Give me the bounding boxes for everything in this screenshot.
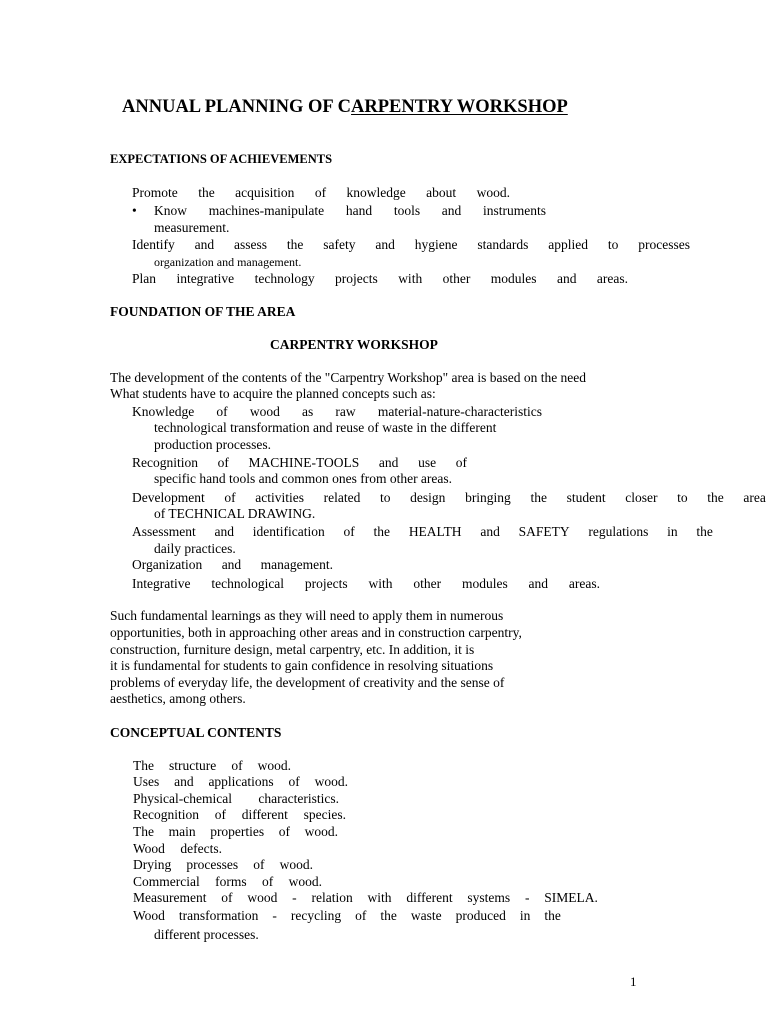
foundation-subheading: CARPENTRY WORKSHOP <box>270 337 438 352</box>
word: with <box>398 271 423 286</box>
foundation-paragraph-line-3: construction, furniture design, metal carpentry, etc. In addition, it is <box>110 642 475 657</box>
word: Uses <box>133 774 160 789</box>
word: wood <box>247 890 278 905</box>
word: Plan <box>132 271 157 286</box>
word: the <box>373 524 391 539</box>
bullet-symbol: • <box>132 203 137 218</box>
foundation-item-2 <box>132 455 467 471</box>
word: instruments <box>483 203 546 218</box>
conceptual-item <box>133 841 222 857</box>
word: of <box>224 490 236 505</box>
word: Promote <box>132 185 178 200</box>
word: Knowledge <box>132 404 195 419</box>
word: the <box>530 490 547 505</box>
word: areas. <box>568 576 600 591</box>
word: to <box>677 490 688 505</box>
word: of <box>355 908 367 923</box>
word: hand <box>345 203 373 218</box>
word: to <box>380 490 391 505</box>
word: of <box>216 404 228 419</box>
word: the <box>544 908 561 923</box>
word: and <box>528 576 549 591</box>
word: and <box>556 271 577 286</box>
word: - <box>524 890 530 905</box>
foundation-item-2-cont: specific hand tools and common ones from other areas. <box>154 471 453 486</box>
word: of <box>455 455 467 470</box>
word: of <box>278 824 291 839</box>
foundation-item-5 <box>132 557 333 573</box>
word: wood <box>249 404 280 419</box>
expectation-3 <box>132 237 690 253</box>
word: The <box>133 758 154 773</box>
foundation-item-4 <box>132 524 713 540</box>
word: The <box>133 824 154 839</box>
word: acquisition <box>235 185 295 200</box>
word: and <box>214 524 235 539</box>
page-number: 1 <box>630 974 637 989</box>
foundation-heading: FOUNDATION OF THE AREA <box>110 304 296 319</box>
conceptual-item <box>133 824 338 840</box>
word: forms <box>215 874 247 889</box>
foundation-item-1 <box>132 404 542 420</box>
word: technological <box>211 576 285 591</box>
conceptual-item <box>133 857 313 873</box>
word: with <box>368 576 393 591</box>
word: processes <box>638 237 690 252</box>
word: the <box>380 908 397 923</box>
word: knowledge <box>346 185 406 200</box>
foundation-paragraph-line-1: Such fundamental learnings as they will need to apply them in numerous <box>110 608 504 623</box>
word: activities <box>255 490 304 505</box>
word: identification <box>252 524 325 539</box>
word: assess <box>234 237 267 252</box>
word: Wood <box>133 908 165 923</box>
word: Assessment <box>132 524 196 539</box>
expectation-2 <box>154 203 546 219</box>
word: of <box>261 874 274 889</box>
word: Identify <box>132 237 175 252</box>
word: processes <box>186 857 239 872</box>
word: waste <box>410 908 442 923</box>
word: safety <box>323 237 356 252</box>
word: wood. <box>314 774 348 789</box>
expectation-1 <box>132 185 510 201</box>
word: produced <box>455 908 506 923</box>
foundation-intro-2: What students have to acquire the planned concepts such as: <box>110 386 436 401</box>
word: modules <box>490 271 537 286</box>
word: use <box>418 455 437 470</box>
word: technology <box>254 271 315 286</box>
word: bringing <box>465 490 511 505</box>
word: Organization <box>132 557 203 572</box>
foundation-item-1-cont-2: production processes. <box>154 437 271 452</box>
word: with <box>367 890 392 905</box>
foundation-item-1-cont-1: technological transformation and reuse of waste in the different <box>154 420 497 435</box>
foundation-paragraph-line-6: aesthetics, among others. <box>110 691 246 706</box>
title-part-1: ANNUAL PLANNING OF C <box>122 97 352 117</box>
conceptual-heading: CONCEPTUAL CONTENTS <box>110 725 282 740</box>
word: systems <box>467 890 511 905</box>
word: area <box>743 490 766 505</box>
word: projects <box>304 576 348 591</box>
word: areas. <box>596 271 628 286</box>
word: in <box>667 524 678 539</box>
foundation-item-6 <box>132 576 600 592</box>
word: and <box>378 455 399 470</box>
conceptual-item <box>133 774 348 790</box>
word: Physical-chemical <box>133 791 232 806</box>
word: integrative <box>176 271 235 286</box>
word: of <box>217 455 229 470</box>
expectation-4 <box>132 271 628 287</box>
word: tools <box>393 203 421 218</box>
word: as <box>302 404 314 419</box>
word: and <box>221 557 242 572</box>
word: Development <box>132 490 205 505</box>
word: applied <box>548 237 588 252</box>
word: wood. <box>279 857 313 872</box>
word: and <box>375 237 395 252</box>
word: wood. <box>288 874 322 889</box>
word: modules <box>461 576 508 591</box>
word: design <box>410 490 446 505</box>
word: other <box>442 271 471 286</box>
word: Wood <box>133 841 165 856</box>
title-part-2-underlined: ARPENTRY WORKSHOP <box>351 97 568 117</box>
word: to <box>607 237 619 252</box>
foundation-paragraph-line-4: it is fundamental for students to gain confidence in resolving situations <box>110 658 494 673</box>
word: standards <box>477 237 529 252</box>
word: recycling <box>290 908 342 923</box>
expectations-heading: EXPECTATIONS OF ACHIEVEMENTS <box>110 152 333 166</box>
word: and <box>441 203 462 218</box>
word: relation <box>311 890 353 905</box>
word: of <box>221 890 233 905</box>
word: the <box>696 524 713 539</box>
word: Know <box>154 203 187 218</box>
word: of <box>253 857 265 872</box>
word: raw <box>335 404 356 419</box>
conceptual-item <box>133 908 561 924</box>
word: management. <box>260 557 333 572</box>
word: wood. <box>476 185 510 200</box>
word: different <box>406 890 453 905</box>
foundation-item-3 <box>132 490 766 506</box>
word: in <box>519 908 531 923</box>
conceptual-item <box>133 807 346 823</box>
word: applications <box>208 774 274 789</box>
word: Recognition <box>132 455 198 470</box>
word: SIMELA. <box>544 890 598 905</box>
word: other <box>413 576 442 591</box>
word: properties <box>210 824 265 839</box>
word: species. <box>303 807 346 822</box>
word: student <box>566 490 606 505</box>
word: HEALTH <box>408 524 462 539</box>
conceptual-item <box>133 758 291 774</box>
word: and <box>194 237 215 252</box>
foundation-paragraph-line-2: opportunities, both in approaching other areas and in construction carpentry, <box>110 625 522 640</box>
foundation-item-4-cont: daily practices. <box>154 541 236 556</box>
word: the <box>198 185 215 200</box>
word: of <box>343 524 355 539</box>
word: SAFETY <box>518 524 570 539</box>
word: wood. <box>257 758 291 773</box>
word: of <box>288 774 300 789</box>
word: and <box>480 524 500 539</box>
foundation-paragraph-line-5: problems of everyday life, the development of creativity and the sense of <box>110 675 505 690</box>
word: the <box>286 237 304 252</box>
word: main <box>168 824 196 839</box>
word: wood. <box>304 824 338 839</box>
word: regulations <box>588 524 649 539</box>
word: transformation <box>178 908 259 923</box>
expectation-3-cont: organization and management. <box>154 255 302 269</box>
word: Commercial <box>133 874 200 889</box>
word: material-nature-characteristics <box>377 404 542 419</box>
word: and <box>174 774 194 789</box>
word: MACHINE-TOOLS <box>248 455 360 470</box>
word: of <box>214 807 226 822</box>
word: - <box>272 908 277 923</box>
word: defects. <box>180 841 222 856</box>
foundation-item-3-cont: of TECHNICAL DRAWING. <box>154 506 316 521</box>
word: of <box>314 185 327 200</box>
word: different <box>241 807 288 822</box>
conceptual-item-cont: different processes. <box>154 927 259 942</box>
word: - <box>292 890 297 905</box>
word: Drying <box>133 857 172 872</box>
expectation-2-cont: measurement. <box>154 220 230 235</box>
word: structure <box>169 758 217 773</box>
word: of <box>231 758 243 773</box>
word: machines-manipulate <box>208 203 325 218</box>
foundation-intro-1: The development of the contents of the "Carpentry Workshop" area is based on the need <box>110 370 587 385</box>
word: hygiene <box>414 237 458 252</box>
conceptual-item <box>133 791 339 807</box>
word: characteristics. <box>258 791 339 806</box>
conceptual-item <box>133 890 598 906</box>
conceptual-item <box>133 874 322 890</box>
word: the <box>707 490 724 505</box>
document-title <box>122 96 568 118</box>
word: projects <box>335 271 378 286</box>
word: related <box>323 490 361 505</box>
word: closer <box>625 490 658 505</box>
word: about <box>426 185 457 200</box>
word: Recognition <box>133 807 199 822</box>
word: Integrative <box>132 576 191 591</box>
word: Measurement <box>133 890 207 905</box>
